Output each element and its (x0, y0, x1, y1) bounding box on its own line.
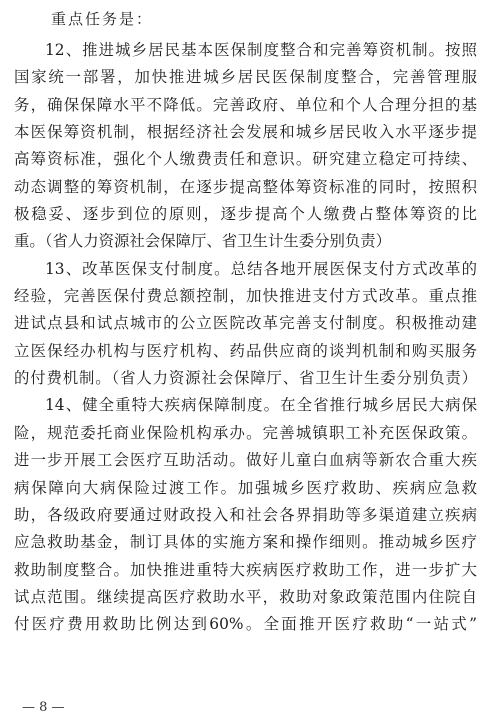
text-line: 病保障向大病保险过渡工作。加强城乡医疗救助、疾病应急救 (14, 478, 477, 497)
document-body (14, 37, 477, 639)
text-line: 应急救助基金，制订具体的实施方案和操作细则。推动城乡医疗 (14, 533, 477, 552)
text-line: 重。（省人力资源社会保障厅、省卫生计生委分别负责） (14, 232, 392, 251)
section-heading: 重点任务是： (51, 10, 154, 28)
text-line: 的付费机制。（省人力资源社会保障厅、省卫生计生委分别负责） (14, 369, 477, 388)
text-line: 极稳妥、逐步到位的原则，逐步提高个人缴费占整体筹资的比 (14, 205, 477, 224)
text-line: 务，确保保障水平不降低。完善政府、单位和个人合理分担的基 (14, 95, 477, 114)
text-line: 险，规范委托商业保险机构承办。完善城镇职工补充医保政策。 (14, 423, 477, 442)
text-line: 进试点县和试点城市的公立医院改革完善支付制度。积极推动建 (14, 314, 477, 333)
text-line: 12、推进城乡居民基本医保制度整合和完善筹资机制。按照 (45, 41, 477, 59)
text-line: 救助制度整合。加快推进重特大疾病医疗救助工作，进一步扩大 (14, 560, 477, 579)
text-line: 动态调整的筹资机制，在逐步提高整体筹资标准的同时，按照积 (14, 177, 477, 196)
text-line: 13、改革医保支付制度。总结各地开展医保支付方式改革的 (45, 259, 477, 278)
text-line: 14、健全重特大疾病保障制度。在全省推行城乡居民大病保 (45, 396, 477, 415)
text-line: 国家统一部署，加快推进城乡居民医保制度整合，完善管理服 (14, 68, 477, 87)
text-line: 付医疗费用救助比例达到60%。全面推开医疗救助“一站式” (14, 615, 477, 634)
page-number: — 8 — (22, 700, 65, 715)
text-line: 立医保经办机构与医疗机构、药品供应商的谈判机制和购买服务 (14, 341, 477, 360)
text-line: 本医保筹资机制，根据经济社会发展和城乡居民收入水平逐步提 (14, 123, 477, 142)
text-line: 进一步开展工会医疗互助活动。做好儿童白血病等新农合重大疾 (14, 451, 477, 470)
text-line: 高筹资标准，强化个人缴费责任和意识。研究建立稳定可持续、 (14, 150, 477, 169)
text-line: 助，各级政府要通过财政投入和社会各界捐助等多渠道建立疾病 (14, 505, 477, 524)
text-line: 经验，完善医保付费总额控制，加快推进支付方式改革。重点推 (14, 287, 477, 306)
text-line: 试点范围。继续提高医疗救助水平，救助对象政策范围内住院自 (14, 587, 477, 606)
